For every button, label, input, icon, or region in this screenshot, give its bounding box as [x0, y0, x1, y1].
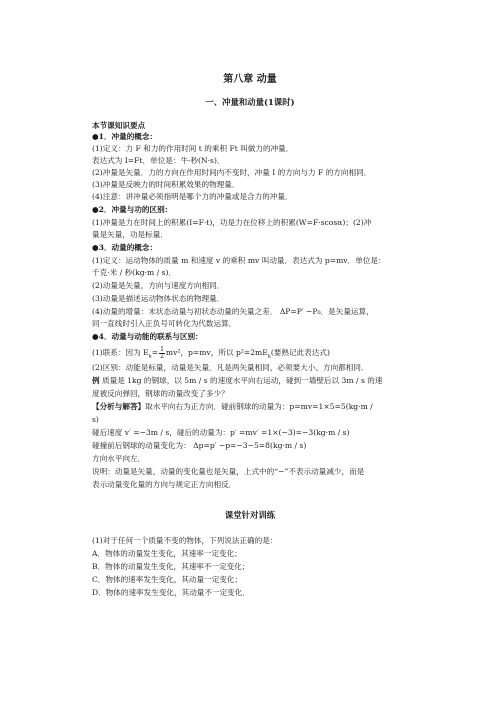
p3-line-1: (1)定义：运动物体的质量 m 和速度 v 的乘积 mv 叫动量．表达式为 p=mv．单位是：: [92, 256, 386, 265]
question-1-option-a: A．物体的动量发生变化，其速率一定变化；: [92, 549, 242, 558]
p4-line-1-sub: k: [148, 353, 152, 360]
answer-line-5: 方向水平向左．: [92, 454, 146, 463]
example-label: 例: [92, 376, 100, 385]
p3-line-3: (2)动量是矢量，方向与速度方向相同．: [92, 281, 225, 290]
answer-text-1: 取水平向右为正方向．碰前钢球的动量为：p=mv=1×5=5(kg·m /: [145, 402, 373, 411]
p4-line-1: [92, 346, 330, 364]
p3-heading: ●3．动量的概念：: [92, 243, 158, 252]
p3-line-6: 同一直线时引入正负号可转化为代数运算．: [92, 319, 237, 328]
question-1-option-d: D．物体的速率发生变化，其动量不一定变化．: [92, 588, 250, 597]
p4-heading: ●4．动量与动能的联系与区别：: [92, 332, 203, 341]
one-half-fraction: [159, 347, 165, 360]
p4-line-1-b: =: [151, 348, 159, 357]
p4-line-1-sub2: k: [267, 353, 271, 360]
example-line-2: 度被反向弹回，钢球的动量改变了多少？: [92, 389, 229, 398]
p2-line-2: 量是矢量，功是标量．: [92, 230, 168, 239]
p4-line-1-c: mv²，p=mv，所以 p²=2mE: [165, 348, 268, 357]
p1-line-1: (1)定义：力 F 和力的作用时间 t 的乘积 Ft 叫做力的冲量．: [92, 144, 294, 153]
answer-line-4: 碰撞前后钢球的动量变化为： Δp=p′ −p=−3−5=8(kg·m / s): [92, 441, 307, 450]
p3-line-4: (3)动量是描述运动物体状态的物理量．: [92, 294, 225, 303]
answer-line-2: s): [92, 415, 99, 424]
section-title: 一、冲量和动量(1课时): [205, 97, 295, 107]
note-line-2: 表示动量变化量的方向与规定正方向相反．: [92, 480, 237, 489]
answer-label: 【分析与解答】: [92, 402, 146, 411]
example-text-1: 质量是 1kg 的钢球，以 5m / s 的速度水平向右运动，碰到一墙壁后以 3m / s 的速: [99, 376, 383, 385]
p2-line-1: (1)冲量是力在时间上的积累(I=F·t)，功是力在位移上的积累(W=F·scosα)；(2)冲: [92, 218, 372, 227]
question-1-option-c: C．物体的速率发生变化，其动量一定变化；: [92, 575, 243, 584]
example-line-1: [92, 376, 382, 386]
p1-line-5: (4)注意：讲冲量必须指明是哪个力的冲量或是合力的冲量．: [92, 192, 293, 201]
fraction-denominator: 2: [160, 352, 164, 360]
p4-line-2: (2)区别：动能是标量，动量是矢量．凡是两矢量相同，必须要大小、方向都相同．: [92, 363, 369, 372]
chapter-title: 第八章 动量: [223, 74, 277, 85]
p1-line-2: 表达式为 I=Ft．单位是：牛·秒(N·s)．: [92, 156, 225, 165]
p3-line-5: (4)动量的增量：末状态动量与初状态动量的矢量之差． ΔP=P′ −P₀．是矢量运算，: [92, 307, 374, 316]
question-1-stem: (1)对于任何一个质量不变的物体，下列说法正确的是：: [92, 536, 278, 545]
p3-line-2: 千克·米 / 秒(kg·m / s)．: [92, 268, 177, 277]
key-points-heading: 本节课知识要点: [92, 121, 146, 130]
p4-line-1-d: (要熟记此表达式): [270, 348, 330, 357]
fraction-numerator: 1: [160, 345, 164, 353]
p1-line-4: (3)冲量是反映力的时间积累效果的物理量．: [92, 180, 240, 189]
answer-line-3: 碰后速度 v′ =−3m / s，碰后的动量为：p′ =mv′ =1×(−3)=−3(kg·m / s): [92, 428, 350, 437]
p1-heading: ●1．冲量的概念：: [92, 132, 158, 141]
p2-heading: ●2．冲量与功的区别：: [92, 205, 173, 214]
note-line-1: 说明：动量是矢量，动量的变化量也是矢量，上式中的“−”不表示动量减少，而是: [92, 467, 365, 476]
practice-title: 课堂针对训练: [224, 510, 276, 520]
question-1-option-b: B．物体的动量发生变化，其速率不一定变化；: [92, 562, 250, 571]
p1-line-3: (2)冲量是矢量．力的方向在作用时间内不变时，冲量 I 的方向与力 F 的方向相同．: [92, 168, 372, 177]
answer-line-1: [92, 402, 373, 412]
p4-line-1-a: (1)联系：因为 E: [92, 348, 149, 357]
